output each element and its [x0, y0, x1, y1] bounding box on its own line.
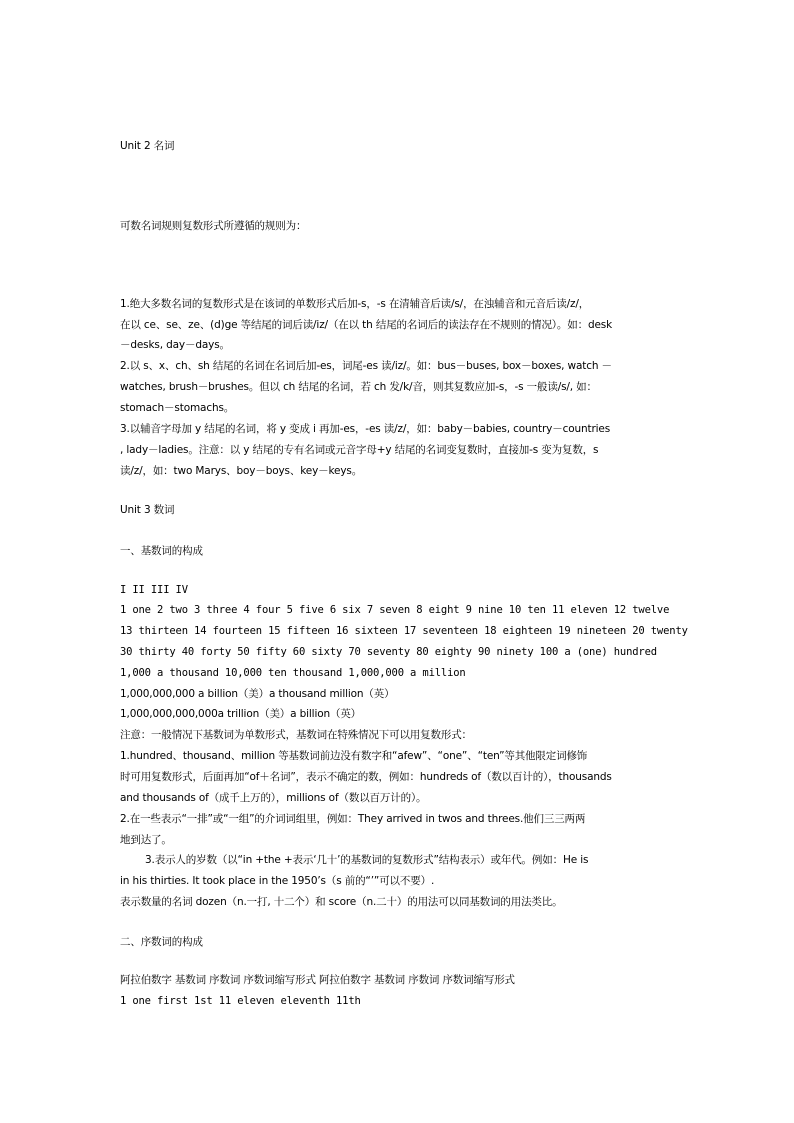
unit2-rule-line: , lady－ladies。注意：以 y 结尾的专有名词或元音字母+y 结尾的名词变复数时，直接加-s 变为复数，s: [120, 444, 599, 456]
note-line: 2.在一些表示“一排”或“一组”的介词词组里，例如：They arrived in twos and threes.他们三三两两: [120, 813, 586, 825]
section1-title: 一、基数词的构成: [120, 545, 203, 557]
note-line: 时可用复数形式，后面再加“of＋名词”，表示不确定的数，例如：hundreds of（数以百计的），thousands: [120, 771, 612, 783]
note-line: and thousands of（成千上万的），millions of（数以百万计的）。: [120, 792, 427, 804]
unit2-rule-line: stomach－stomachs。: [120, 402, 235, 414]
note-line: in his thirties. It took place in the 1950’s（s 前的“’”可以不要）.: [120, 875, 435, 887]
unit2-title: Unit 2 名词: [120, 140, 175, 152]
note-line: 3.表示人的岁数（以“in +the +表示‘几十’的基数词的复数形式”结构表示）或年代。例如：He is: [145, 854, 589, 866]
ordinal-table-header: 阿拉伯数字 基数词 序数词 序数词缩写形式 阿拉伯数字 基数词 序数词 序数词缩写形式: [120, 974, 515, 986]
unit2-rule-line: 读/z/，如：two Marys、boy－boys、key－keys。: [120, 465, 363, 477]
note-line: 注意：一般情况下基数词为单数形式，基数词在特殊情况下可以用复数形式：: [120, 729, 472, 741]
cardinal-line: 30 thirty 40 forty 50 fifty 60 sixty 70 seventy 80 eighty 90 ninety 100 a (one) hundred: [120, 646, 657, 658]
cardinal-line: 1,000 a thousand 10,000 ten thousand 1,000,000 a million: [120, 667, 466, 679]
cardinal-line: 13 thirteen 14 fourteen 15 fifteen 16 sixteen 17 seventeen 18 eighteen 19 nineteen 20 twenty: [120, 625, 688, 637]
unit2-subtitle: 可数名词规则复数形式所遵循的规则为：: [120, 220, 307, 232]
cardinal-line: 1 one 2 two 3 three 4 four 5 five 6 six 7 seven 8 eight 9 nine 10 ten 11 eleven 12 twelve: [120, 604, 670, 616]
unit2-rule-line: 3.以辅音字母加 y 结尾的名词，将 y 变成 i 再加-es，-es 读/z/，如：baby－babies, country－countries: [120, 423, 611, 435]
cardinal-line: 1,000,000,000,000a trillion（美）a billion（英）: [120, 708, 362, 720]
note-line: 表示数量的名词 dozen（n.一打, 十二个）和 score（n.二十）的用法可以同基数词的用法类比。: [120, 896, 563, 908]
section2-title: 二、序数词的构成: [120, 936, 203, 948]
ordinal-table-row: 1 one first 1st 11 eleven eleventh 11th: [120, 995, 361, 1007]
unit2-rule-line: watches, brush－brushes。但以 ch 结尾的名词，若 ch 发/k/音，则其复数应加-s，-s 一般读/s/, 如：: [120, 381, 597, 393]
roman-numerals-line: I II III IV: [120, 584, 188, 596]
unit2-rule-line: －desks, day－days。: [120, 339, 230, 351]
unit2-rule-line: 2.以 s、x、ch、sh 结尾的名词在名词后加-es，词尾-es 读/iz/。如：bus－buses, box－boxes, watch －: [120, 360, 612, 372]
note-line: 地到达了。: [120, 834, 172, 846]
unit2-rule-line: 1.绝大多数名词的复数形式是在该词的单数形式后加-s，-s 在清辅音后读/s/，在浊辅音和元音后读/z/，: [120, 298, 590, 310]
cardinal-line: 1,000,000,000 a billion（美）a thousand million（英）: [120, 688, 395, 700]
unit2-rule-line: 在以 ce、se、ze、(d)ge 等结尾的词后读/iz/（在以 th 结尾的名词后的读法存在不规则的情况）。如：desk: [120, 319, 613, 331]
unit3-title: Unit 3 数词: [120, 504, 175, 516]
note-line: 1.hundred、thousand、million 等基数词前边没有数字和“afew”、“one”、“ten”等其他限定词修饰: [120, 750, 588, 762]
